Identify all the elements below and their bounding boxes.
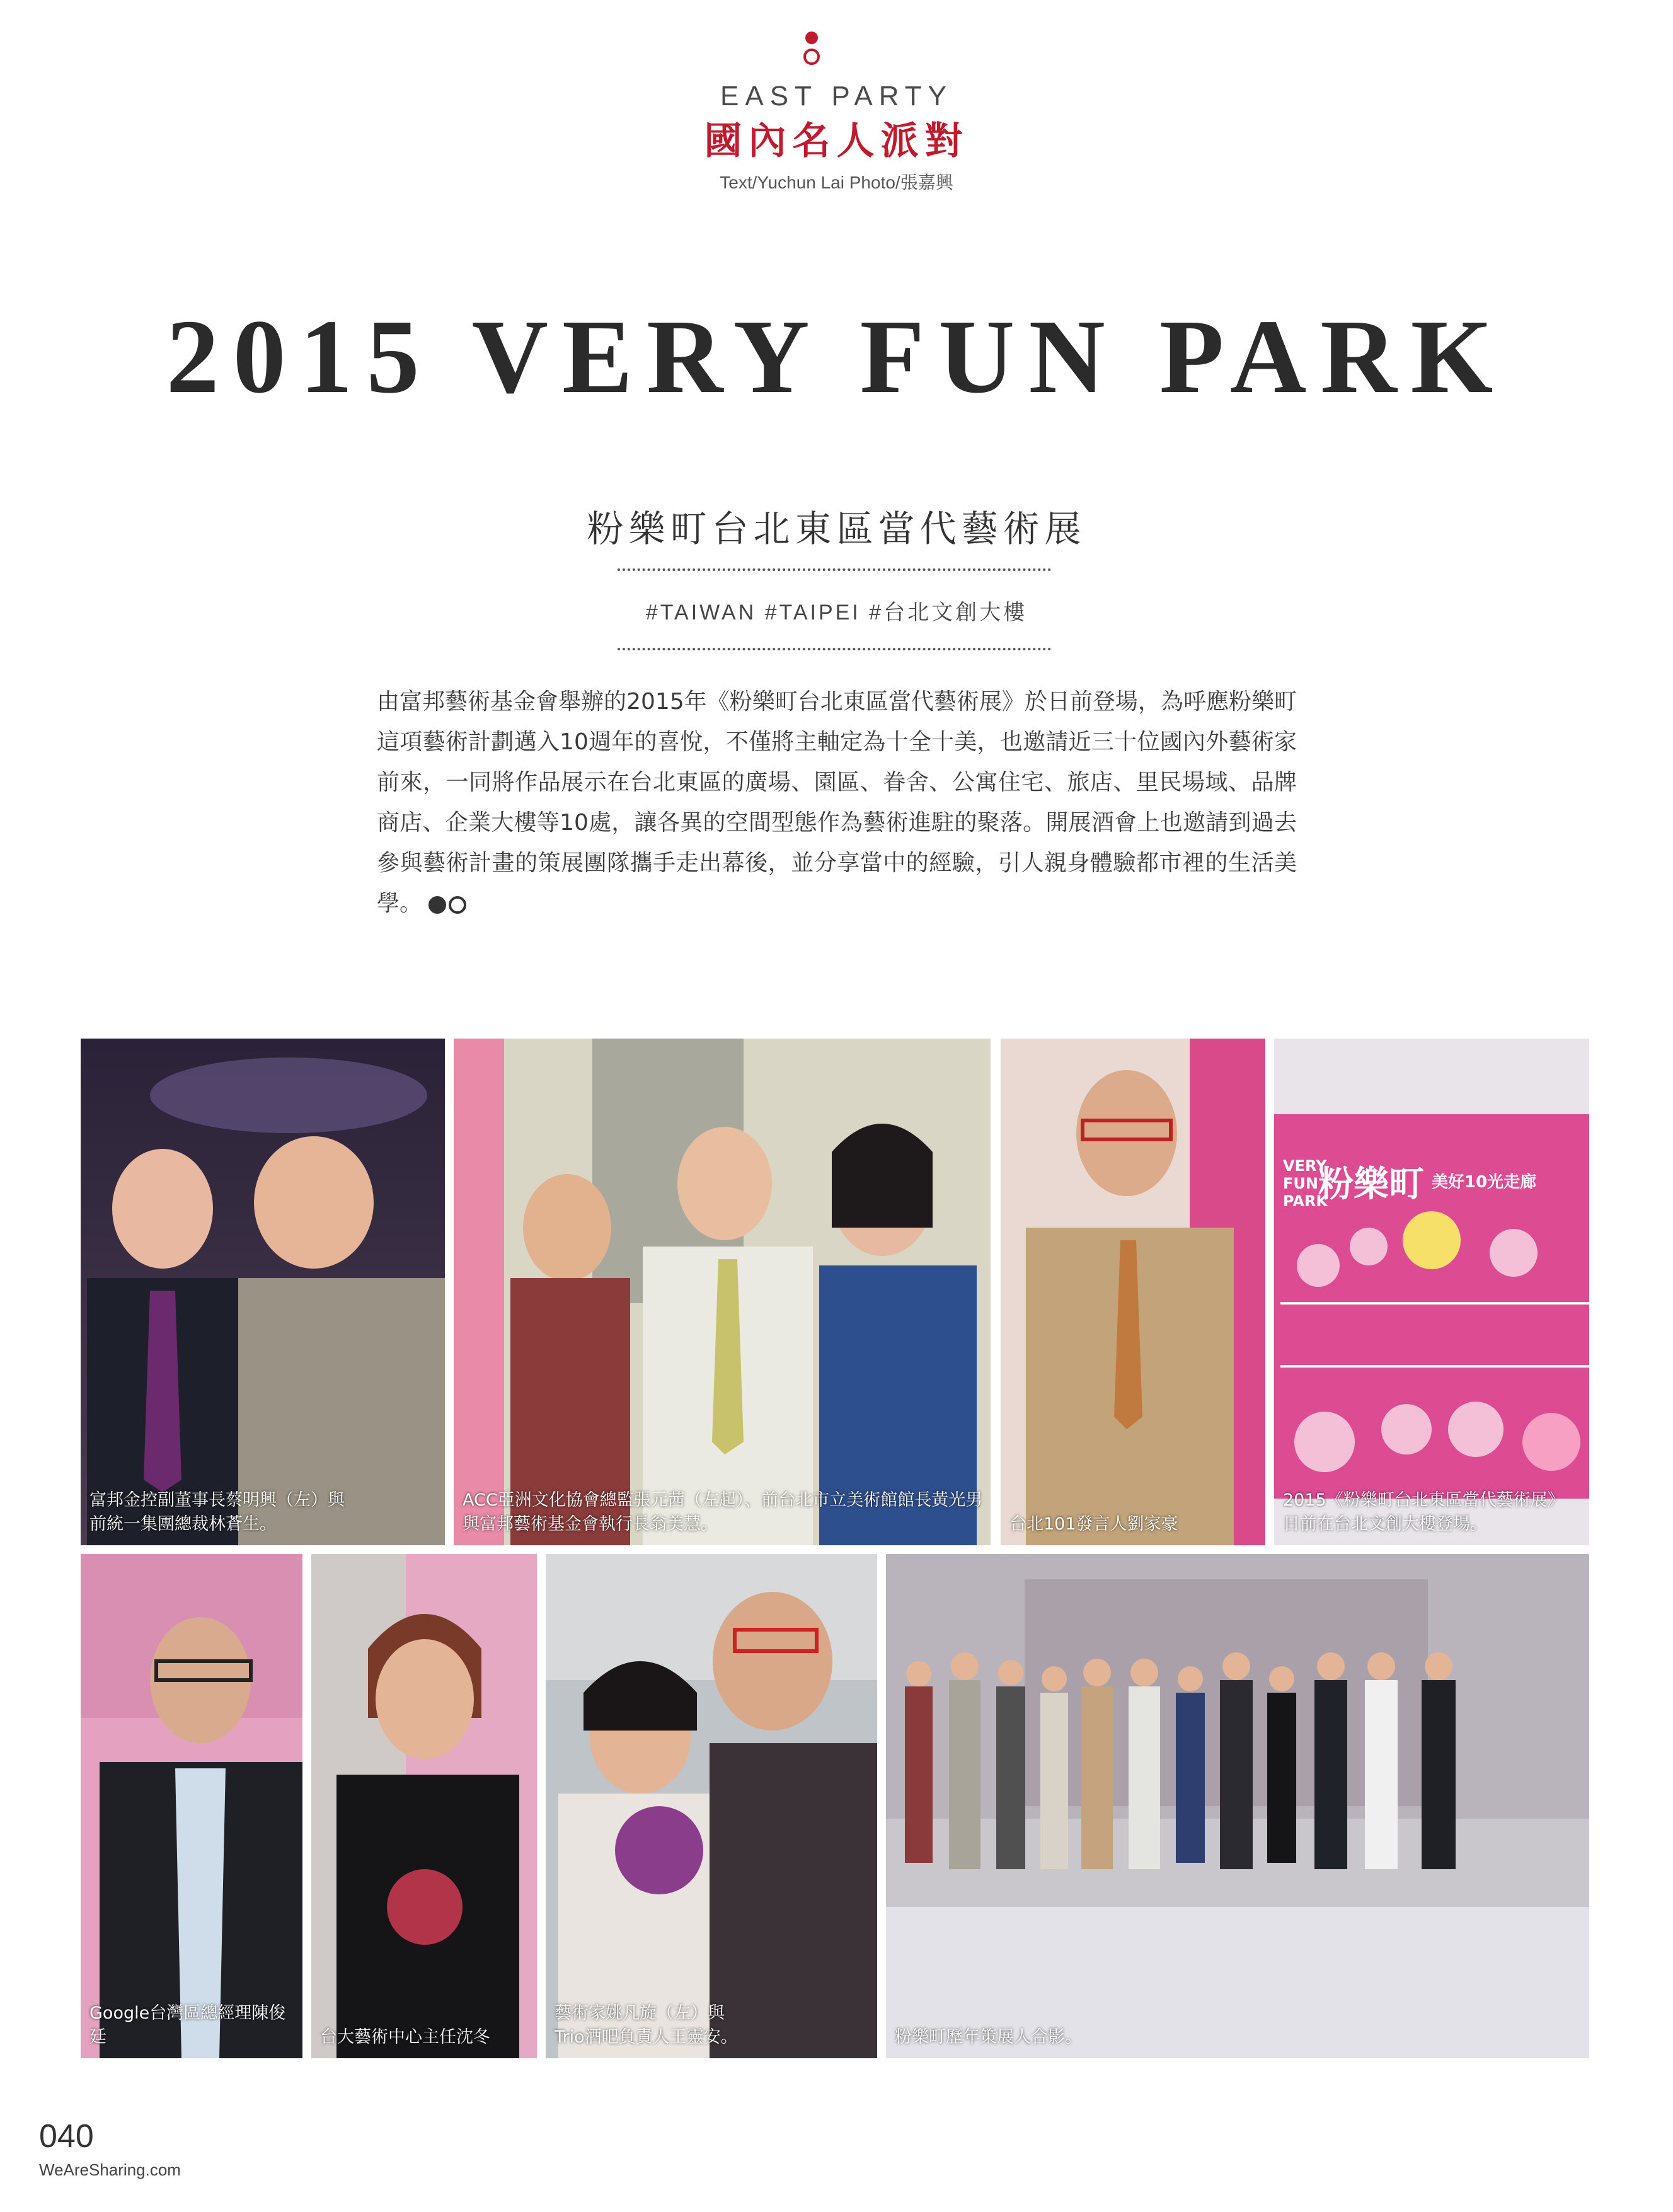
section-name-zh: 國內名人派對 <box>704 119 969 163</box>
article-body-text: 由富邦藝術基金會舉辦的2015年《粉樂町台北東區當代藝術展》於日前登場，為呼應粉樂町這項藝術計劃邁入10週年的喜悅，不僅將主軸定為十全十美，也邀請近三十位國內外藝術家前來，一同將作品展示在台北東區的廣場、園區、眷舍、公寓住宅、旅店、里民場域、品牌商店、企業大樓等10處，讓各異的空間型態作為藝術進駐的聚落。開展酒會上也邀請到過去參與藝術計畫的策展團隊攜手走出幕後，並分享當中的經驗，引人親身體驗都市裡的生活美學。 <box>377 689 1297 916</box>
article-body <box>377 682 1297 925</box>
board-logo-line2: FUN <box>1283 1175 1318 1192</box>
photo-caption: 藝術家姚凡旋（左）與 Trio酒吧負責人王靈安。 <box>555 2003 738 2047</box>
board-logo-line3: PARK <box>1283 1192 1328 1210</box>
photo-caption: Google台灣區總經理陳俊廷 <box>89 2003 286 2047</box>
photo-caption: 富邦金控副董事長蔡明興（左）與 前統一集團總裁林蒼生。 <box>89 1490 345 1534</box>
photo-8 <box>886 1554 1589 2058</box>
divider-bottom <box>618 648 1051 650</box>
photo-caption: ACC亞洲文化協會總監張元茜（左起）、前台北市立美術館館長黃光男 與富邦藝術基金會執行長翁美慧。 <box>463 1490 983 1534</box>
photo-5 <box>81 1554 302 2058</box>
photo-4 <box>1274 1039 1589 1545</box>
photo-caption: 台大藝術中心主任沈冬 <box>320 2027 490 2047</box>
end-marks-icon <box>426 884 466 925</box>
photo-6 <box>311 1554 537 2058</box>
board-logo-line1: VERY <box>1283 1157 1327 1175</box>
photo-caption: 2015《粉樂町台北東區當代藝術展》 日前在台北文創大樓登場。 <box>1283 1490 1565 1534</box>
photo-7 <box>546 1554 877 2058</box>
photo-caption: 台北101發言人劉家豪 <box>1009 1514 1178 1534</box>
article-subtitle: 粉樂町台北東區當代藝術展 <box>587 507 1086 550</box>
page-number: 040 <box>39 2118 94 2155</box>
photo-2 <box>454 1039 991 1545</box>
article-title: 2015 VERY FUN PARK <box>166 298 1507 415</box>
site-url: WeAreSharing.com <box>39 2160 181 2179</box>
section-name-en: EAST PARTY <box>720 81 953 112</box>
photo-caption: 粉樂町歷年策展人合影。 <box>895 2027 1082 2047</box>
board-tagline: 美好10光走廊 <box>1432 1173 1537 1192</box>
article-tags: #TAIWAN #TAIPEI #台北文創大樓 <box>645 601 1028 625</box>
photo-3 <box>1001 1039 1265 1545</box>
board-logo-zh: 粉樂町 <box>1318 1164 1424 1205</box>
article-credit: Text/Yuchun Lai Photo/張嘉興 <box>720 173 953 192</box>
section-logo-icon <box>803 30 820 68</box>
photo-1 <box>81 1039 445 1545</box>
divider-top <box>618 568 1051 571</box>
